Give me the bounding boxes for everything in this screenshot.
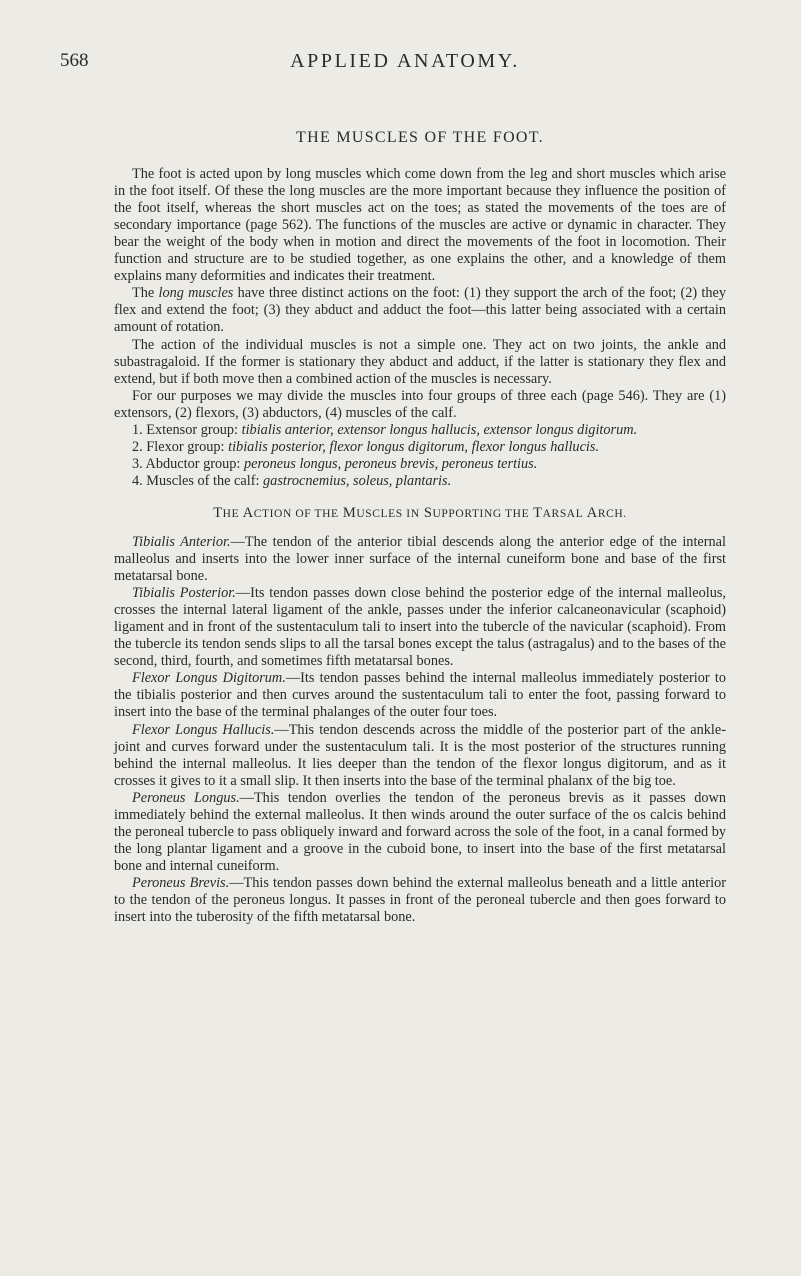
section-flexor-longus-hallucis xyxy=(114,722,726,790)
section-text: —This tendon passes down behind the external malleolus beneath and a little anterior to the tendon of the peroneus longus. It passes in front of the peroneal tubercle and then goes forward to insert into the tuberosity of the fifth metatarsal bone. xyxy=(114,874,726,926)
section-term: Tibialis Anterior. xyxy=(132,533,231,550)
intro-paragraph-1: The foot is acted upon by long muscles which come down from the leg and short muscles which arise in the foot itself. Of these the long muscles are the more important because they influence the position of the foot itself, whereas the short muscles act on the toes; as stated the movements of the toes are of secondary importance (page 562). The functions of the muscles are active or dynamic in character. They bear the weight of the body when in motion and direct the movements of the foot in locomotion. Their function and structure are to be studied together, as one explains the other, and a knowledge of them explains many deformities and indicates their treatment. xyxy=(114,166,726,285)
group-label: 3. Abductor group: xyxy=(132,455,241,472)
section-text: —Its tendon passes behind the internal malleolus immediately posterior to the tibialis posterior and then curves around the sustentaculum tali to enter the foot, passing forward to insert into the base of the terminal phalanges of the outer four toes. xyxy=(114,670,727,721)
section-flexor-longus-digitorum xyxy=(114,670,726,721)
intro-paragraph-3: The action of the individual muscles is not a simple one. They act on two joints, the ankle and subastragaloid. If the former is stationary they abduct and adduct, if the latter is stationary they flex and extend, but if both move then a combined action of the muscles is necessary. xyxy=(114,336,726,387)
section-tibialis-posterior xyxy=(114,585,726,670)
group-item-extensor xyxy=(114,422,726,439)
subhead-smallcaps: RCH. xyxy=(597,507,627,520)
running-head xyxy=(60,50,750,78)
section-term: Flexor Longus Digitorum. xyxy=(132,670,286,687)
page-number: 568 xyxy=(60,50,89,71)
subhead-cap: S xyxy=(423,504,433,521)
subhead-smallcaps: UPPORTING THE xyxy=(432,507,530,520)
intro-paragraph-4: For our purposes we may divide the muscles into four groups of three each (page 546). They are (1) extensors, (2) flexors, (3) abductors, (4) muscles of the calf. xyxy=(114,387,726,421)
p2-lead: The xyxy=(132,285,155,302)
section-term: Peroneus Brevis. xyxy=(132,874,230,891)
p2-rest: have three distinct actions on the foot: (1) they support the arch of the foot; (2) they flex and extend the foot; (3) they abduct and adduct the foot—this latter being associated with a certain amount of rotation. xyxy=(114,285,727,336)
section-peroneus-longus xyxy=(114,790,726,875)
running-title: APPLIED ANATOMY. xyxy=(290,50,520,72)
section-term: Peroneus Longus. xyxy=(132,789,240,806)
group-label: 4. Muscles of the calf: xyxy=(132,472,260,489)
subhead-cap: T xyxy=(213,504,223,521)
group-muscles: peroneus longus, peroneus brevis, peroneus tertius. xyxy=(243,455,538,472)
section-term: Flexor Longus Hallucis. xyxy=(132,721,275,738)
section-text: —This tendon overlies the tendon of the peroneus brevis as it passes down immediately behind the external malleolus. It then winds around the outer surface of the os calcis behind the peroneal tubercle to pass obliquely inward and forward across the sole of the foot, in a canal formed by the long plantar ligament and a groove in the cuboid bone, to insert into the base of the first metatarsal bone and internal cuneiform. xyxy=(114,789,726,874)
group-muscles: tibialis anterior, extensor longus hallucis, extensor longus digitorum. xyxy=(241,421,638,438)
subhead-smallcaps: HE xyxy=(222,507,240,520)
page-body xyxy=(114,129,726,926)
section-subheading xyxy=(114,505,726,523)
group-muscles: tibialis posterior, flexor longus digitorum, flexor longus hallucis. xyxy=(228,438,600,455)
subhead-smallcaps: CTION OF THE xyxy=(253,507,339,520)
group-item-calf xyxy=(114,473,726,490)
subhead-smallcaps: ARSAL xyxy=(542,507,584,520)
section-term: Tibialis Posterior. xyxy=(132,585,236,602)
group-label: 1. Extensor group: xyxy=(132,421,239,438)
section-peroneus-brevis xyxy=(114,875,726,926)
subhead-cap: A xyxy=(242,504,254,521)
group-item-abductor xyxy=(114,456,726,473)
subhead-smallcaps: USCLES IN xyxy=(356,507,420,520)
term-long-muscles: long muscles xyxy=(158,285,234,302)
subhead-cap: A xyxy=(586,504,598,521)
section-text: —The tendon of the anterior tibial descends along the anterior edge of the internal malleolus and inserts into the lower inner surface of the internal cuneiform bone and base of the first metatarsal bone. xyxy=(114,533,726,585)
chapter-title: THE MUSCLES OF THE FOOT. xyxy=(296,129,544,146)
section-text: —This tendon descends across the middle of the posterior part of the ankle-joint and curves forward under the sustentaculum tali. It is the most posterior of the structures running behind the internal malleolus. It lies deeper than the tendon of the flexor longus digitorum, and as it crosses it gives to it a small slip. It then inserts into the base of the terminal phalanx of the big toe. xyxy=(114,721,726,789)
subhead-cap: M xyxy=(342,504,357,521)
subhead-cap: T xyxy=(533,504,543,521)
group-item-flexor xyxy=(114,439,726,456)
section-tibialis-anterior xyxy=(114,534,726,585)
group-label: 2. Flexor group: xyxy=(132,438,225,455)
section-text: —Its tendon passes down close behind the posterior edge of the internal malleolus, crosses the internal lateral ligament of the ankle, passes under the inferior calcaneonavicular (scaphoid) ligament and in front of the sustentaculum tali to insert into the tubercle of the navicular (scaphoid). From the tubercle its tendon sends slips to all the tarsal bones except the talus (astragalus) and to the bases of the second, third, fourth, and sometimes fifth metatarsal bones. xyxy=(114,585,726,670)
group-muscles: gastrocnemius, soleus, plantaris. xyxy=(263,472,452,489)
intro-paragraph-2 xyxy=(114,285,726,336)
